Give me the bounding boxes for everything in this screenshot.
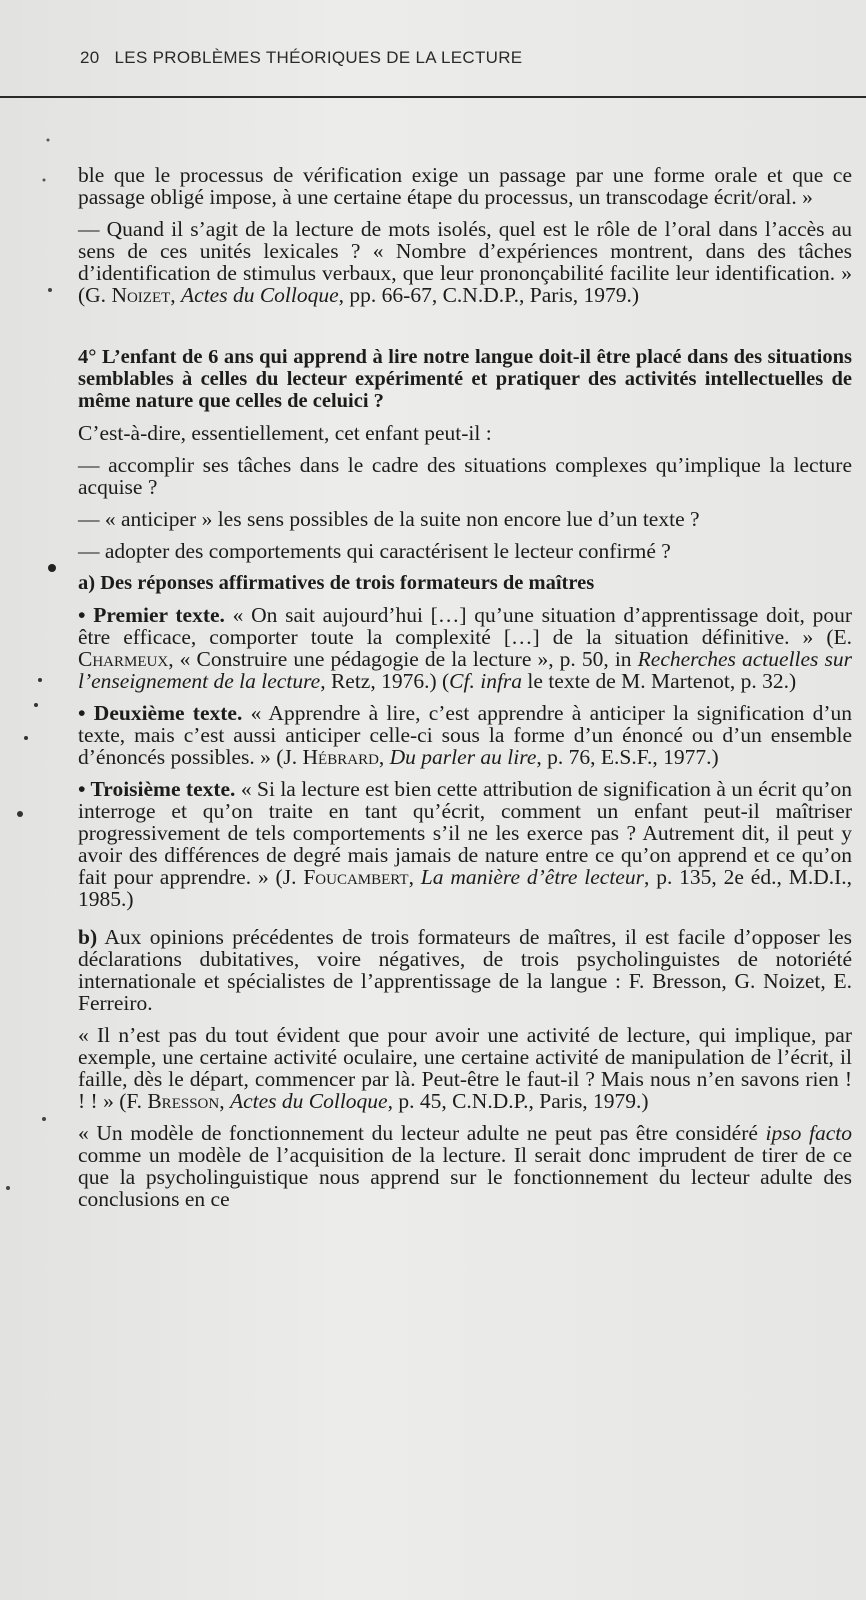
page-number: 20 (80, 48, 100, 67)
source-title: Actes du Colloque (181, 283, 339, 307)
quote-model: « Un modèle de fonctionnement du lecteur adulte ne peut pas être considéré ipso facto comme un modèle de l’acquisition de la lecture. Il serait donc imprudent de tirer de ce que la psycholinguistique nous apprend sur le fonctionnement du lecteur adulte des conclusions en ce (78, 1121, 852, 1211)
list-item: — accomplir ses tâches dans le cadre des situations complexes qu’implique la lecture acquise ? (78, 453, 852, 499)
list-item: — « anticiper » les sens possibles de la suite non encore lue d’un texte ? (78, 507, 700, 531)
quote-bresson: « Il n’est pas du tout évident que pour avoir une activité de lecture, qui implique, par exemple, une certaine activité oculaire, une certaine activité de manipulation de l’écrit, il faille, dès le départ, commencer par là. Peut-être le faut-il ? Mais nous n’en savons rien ! ! ! » (F. Bresson, Actes du Colloque, p. 45, C.N.D.P., Paris, 1979.) (78, 1023, 852, 1113)
quote-text-2: • Deuxième texte. « Apprendre à lire, c’est apprendre à anticiper la signification d’un texte, mais c’est aussi anticiper celle-ci sous la forme d’un énoncé ou d’un ensemble d’énoncés possibles. » (J. Hébrard, Du parler au lire, p. 76, E.S.F., 1977.) (78, 701, 852, 769)
spacer (78, 316, 852, 346)
question-4: 4° L’enfant de 6 ans qui apprend à lire notre langue doit-il être placé dans des situations semblables à celles du lecteur expérimenté et pratiquer des activités intellectuelles de même nature que celles de celuici ? (78, 346, 852, 412)
source-title: Du parler au lire (389, 745, 537, 769)
source-title: Recherches actuelles sur l’enseignement de la lecture (78, 647, 852, 693)
section-b-label: b) (78, 925, 98, 949)
author-foucambert: Foucambert (303, 865, 409, 889)
running-header (80, 48, 522, 68)
paragraph-oral-role: — Quand il s’agit de la lecture de mots isolés, quel est le rôle de l’oral dans l’accès au sens de ces unités lexicales ? « Nombre d’expériences montrent, dans des tâches d’identification de stimulus verbaux, que leur prononçabilité facilite leur identification. » (G. Noizet, Actes du Colloque, pp. 66-67, C.N.D.P., Paris, 1979.) (78, 217, 852, 307)
quote-label: • Troisième texte. (78, 777, 236, 801)
header-rule (0, 96, 866, 98)
author-noizet: Noizet (111, 283, 171, 307)
paragraph-continuation: ble que le processus de vérification exige un passage par une forme orale et que ce passage obligé impose, à une certaine étape du processus, un transcodage écrit/oral. » (78, 163, 852, 209)
list-item: — adopter des comportements qui caractérisent le lecteur confirmé ? (78, 539, 671, 563)
section-heading-a: a) Des réponses affirmatives de trois formateurs de maîtres (78, 572, 595, 594)
source-title: Actes du Colloque (229, 1089, 388, 1113)
quote-text-3: • Troisième texte. « Si la lecture est bien cette attribution de signification à un écrit qu’on interroge et qu’on traite en tant qu’écrit, comment un enfant peut-il maîtriser progressivement de tels comportements s’il ne les exerce pas ? Autrement dit, il peut y avoir des différences de degré mais jamais de nature entre ce qu’on apprend et ce qu’on fait pour apprendre. » (J. Foucambert, La manière d’être lecteur, p. 135, 2e éd., M.D.I., 1985.) (78, 777, 853, 911)
quote-label: • Deuxième texte. (78, 701, 243, 725)
author-hebrard: Hébrard (302, 745, 379, 769)
author-bresson: Bresson (147, 1089, 220, 1113)
section-b: b) Aux opinions précédentes de trois formateurs de maîtres, il est facile d’opposer les déclarations dubitatives, voire négatives, de trois psycholinguistes de notoriété internationale et spécialistes de l’apprentissage de la langue : F. Bresson, G. Noizet, E. Ferreiro. (78, 925, 852, 1015)
author-charmeux: Charmeux (78, 647, 169, 671)
running-title: LES PROBLÈMES THÉORIQUES DE LA LECTURE (114, 48, 523, 67)
text-body (78, 164, 852, 1220)
paragraph-intro: C’est-à-dire, essentiellement, cet enfant peut-il : (78, 421, 492, 445)
source-title: La manière d’être lecteur (420, 865, 644, 889)
quote-text-1: • Premier texte. « On sait aujourd’hui […] qu’une situation d’apprentissage doit, pour être efficace, comporter toute la complexité […] de la situation définitive. » (E. Charmeux, « Construire une pédagogie de la lecture », p. 50, in Recherches actuelles sur l’enseignement de la lecture, Retz, 1976.) (Cf. infra le texte de M. Martenot, p. 32.) (78, 603, 852, 693)
quote-label: • Premier texte. (78, 603, 225, 627)
